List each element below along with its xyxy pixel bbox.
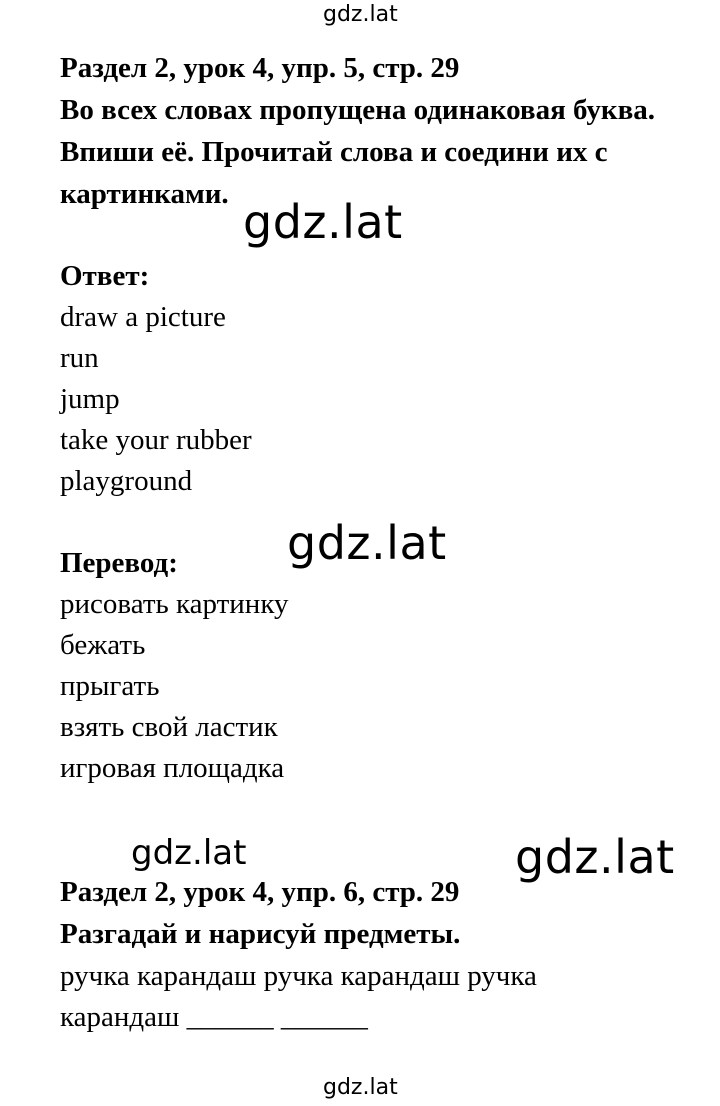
section2-line: ручка карандаш ручка карандаш ручка bbox=[60, 960, 537, 992]
section2-line: карандаш ______ ______ bbox=[60, 1001, 368, 1033]
answer-item: draw a picture bbox=[60, 301, 226, 333]
answer-item: playground bbox=[60, 465, 193, 497]
answer-item: jump bbox=[60, 383, 120, 415]
task-line: картинками. bbox=[60, 178, 229, 210]
watermark: gdz.lat bbox=[131, 833, 247, 873]
task-line: Во всех словах пропущена одинаковая буква. bbox=[60, 94, 656, 126]
translation-item: прыгать bbox=[60, 670, 160, 702]
section2-title: Раздел 2, урок 4, упр. 6, стр. 29 bbox=[60, 876, 460, 908]
translation-item: игровая площадка bbox=[60, 752, 285, 784]
section2-task: Разгадай и нарисуй предметы. bbox=[60, 918, 461, 950]
section1-title: Раздел 2, урок 4, упр. 5, стр. 29 bbox=[60, 52, 460, 84]
watermark: gdz.lat bbox=[243, 195, 403, 249]
watermark-top: gdz.lat bbox=[323, 2, 398, 27]
watermark: gdz.lat bbox=[287, 516, 447, 570]
translation-item: рисовать картинку bbox=[60, 588, 289, 620]
watermark: gdz.lat bbox=[515, 830, 675, 884]
answer-item: take your rubber bbox=[60, 424, 252, 456]
watermark-bottom: gdz.lat bbox=[323, 1075, 398, 1100]
translation-label: Перевод: bbox=[60, 547, 178, 579]
answer-label: Ответ: bbox=[60, 260, 150, 292]
answer-item: run bbox=[60, 342, 99, 374]
translation-item: взять свой ластик bbox=[60, 711, 278, 743]
task-line: Впиши её. Прочитай слова и соедини их с bbox=[60, 136, 608, 168]
translation-item: бежать bbox=[60, 629, 146, 661]
